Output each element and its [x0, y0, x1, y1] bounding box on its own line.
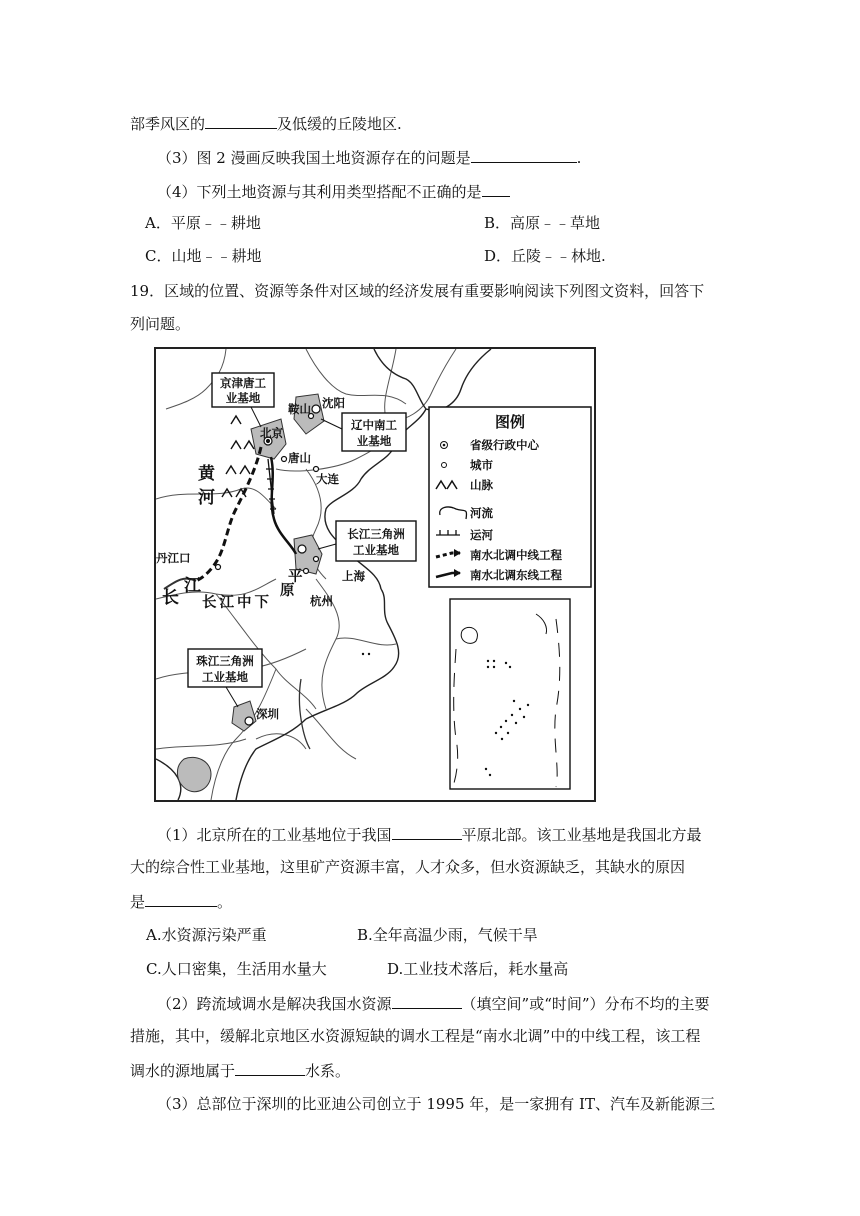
option-d: D．丘陵﹣﹣林地.	[484, 247, 606, 265]
label-zsj-1: 珠江三角洲	[196, 654, 254, 668]
river-huanghe-2: 河	[198, 488, 215, 508]
part-1-option-c: C.人口密集，生活用水量大	[146, 960, 327, 978]
label-lzn-2: 业基地	[356, 434, 392, 448]
legend-title: 图例	[494, 413, 526, 431]
part-3-line-1: （3）总部位于深圳的比亚迪公司创立于 1995 年，是一家拥有 IT、汽车及新能源三	[157, 1095, 715, 1113]
city-danjiangkou: 丹江口	[156, 551, 191, 565]
part-1-line-1: （1）北京所在的工业基地位于我国 平原北部。该工业基地是我国北方最	[157, 823, 702, 845]
part-2-line-3: 调水的源地属于 水系。	[130, 1059, 350, 1081]
legend-item-0: 省级行政中心	[470, 438, 539, 452]
city-anshan: 鞍山	[288, 402, 311, 416]
legend-item-2: 山脉	[470, 478, 493, 492]
legend-item-1: 城市	[470, 458, 493, 472]
city-beijing: 北京	[260, 426, 283, 440]
label-lzn-1: 辽中南工	[351, 418, 397, 432]
river-changjiang-zhongxia: 长江中下	[202, 595, 272, 611]
blank[interactable]	[235, 1059, 305, 1076]
part-1-line-3: 是 。	[130, 890, 232, 912]
blank[interactable]	[392, 823, 462, 840]
blank[interactable]	[205, 112, 277, 129]
city-shanghai: 上海	[342, 569, 365, 583]
line-2: （3）图 2 漫画反映我国土地资源存在的问题是 .	[157, 146, 581, 168]
legend-item-6: 南水北调东线工程	[470, 568, 562, 582]
river-chang: 长	[162, 588, 179, 608]
label-yuan: 原	[280, 583, 295, 599]
blank[interactable]	[392, 992, 462, 1009]
city-hangzhou: 杭州	[310, 594, 333, 608]
question-19: 19．区域的位置、资源等条件对区域的经济发展有重要影响阅读下列图文资料，回答下	[130, 282, 705, 300]
label-jjt-1: 京津唐工	[220, 376, 266, 390]
canal-icon	[436, 530, 460, 535]
line-1: 部季风区的 及低缓的丘陵地区.	[130, 112, 402, 134]
label-zsj-2: 工业基地	[202, 670, 248, 684]
option-b: B．高原﹣﹣草地	[484, 214, 601, 232]
part-1-line-2: 大的综合性工业基地，这里矿产资源丰富，人才众多，但水资源缺乏，其缺水的原因	[130, 858, 686, 876]
option-c: C．山地﹣﹣耕地	[145, 247, 262, 265]
east-route-line	[271, 457, 296, 554]
label-ping: 平	[288, 569, 303, 585]
south-china-sea-inset	[362, 599, 570, 789]
blank[interactable]	[471, 146, 577, 163]
legend-item-4: 运河	[470, 528, 493, 542]
part-2-line-1: （2）跨流域调水是解决我国水资源 （填空间”或“时间”）分布不均的主要	[157, 992, 710, 1014]
map-svg	[156, 349, 594, 800]
line-3: （4）下列土地资源与其利用类型搭配不正确的是	[157, 180, 510, 202]
city-dalian: 大连	[316, 472, 339, 486]
river-huanghe-1: 黄	[198, 464, 215, 484]
industrial-base-map	[154, 347, 596, 802]
river-jiang: 江	[184, 576, 201, 596]
city-tangshan: 唐山	[288, 451, 311, 465]
option-a: A．平原﹣﹣耕地	[145, 214, 261, 232]
label-jjt-2: 业基地	[225, 391, 261, 405]
part-1-option-d: D.工业技术落后，耗水量高	[387, 960, 569, 978]
blank[interactable]	[482, 180, 510, 197]
legend	[429, 407, 591, 587]
label-csj-1: 长江三角洲	[347, 527, 405, 541]
city-icon	[442, 463, 447, 468]
question-19-cont: 列问题。	[130, 315, 191, 333]
legend-item-5: 南水北调中线工程	[470, 548, 562, 562]
city-shenzhen: 深圳	[256, 707, 279, 721]
label-csj-2: 工业基地	[353, 543, 399, 557]
legend-item-3: 河流	[470, 506, 493, 520]
part-1-option-b: B.全年高温少雨，气候干旱	[357, 926, 538, 944]
part-2-line-2: 措施，其中，缓解北京地区水资源短缺的调水工程是“南水北调”中的中线工程，该工程	[130, 1027, 701, 1045]
blank[interactable]	[145, 890, 217, 907]
part-1-option-a: A.水资源污染严重	[146, 926, 267, 944]
city-shenyang: 沈阳	[322, 396, 345, 410]
